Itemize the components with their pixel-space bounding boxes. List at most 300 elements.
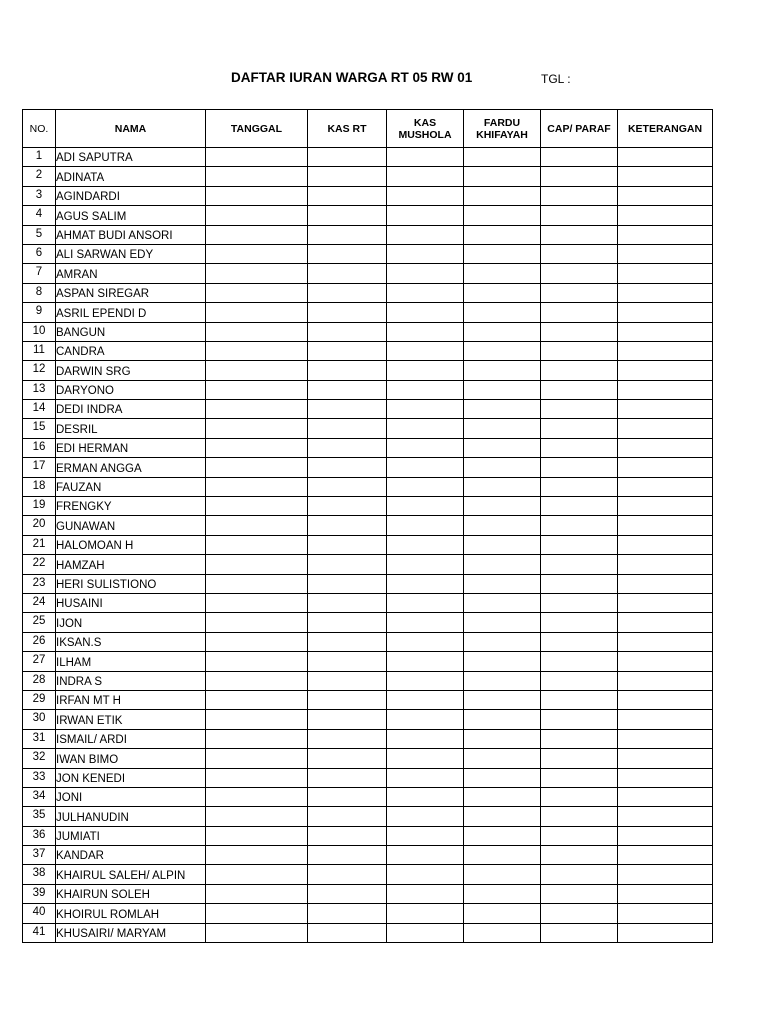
fardu-khifayah-cell bbox=[464, 729, 541, 748]
keterangan-cell bbox=[618, 574, 713, 593]
keterangan-cell bbox=[618, 497, 713, 516]
row-number: 19 bbox=[23, 497, 56, 516]
keterangan-cell bbox=[618, 846, 713, 865]
table-row bbox=[23, 574, 713, 593]
member-name: BANGUN bbox=[56, 322, 206, 341]
fardu-khifayah-cell bbox=[464, 283, 541, 302]
row-number: 22 bbox=[23, 555, 56, 574]
tanggal-cell bbox=[206, 768, 308, 787]
kas-mushola-cell bbox=[387, 690, 464, 709]
kas-mushola-cell bbox=[387, 807, 464, 826]
kas-mushola-cell bbox=[387, 787, 464, 806]
table-row bbox=[23, 341, 713, 360]
cap-paraf-cell bbox=[541, 244, 618, 263]
member-name: FAUZAN bbox=[56, 477, 206, 496]
fardu-khifayah-cell bbox=[464, 225, 541, 244]
header-tanggal: TANGGAL bbox=[206, 110, 308, 148]
table-row bbox=[23, 710, 713, 729]
kas-rt-cell bbox=[308, 225, 387, 244]
row-number: 10 bbox=[23, 322, 56, 341]
kas-rt-cell bbox=[308, 826, 387, 845]
kas-mushola-cell bbox=[387, 148, 464, 167]
table-row bbox=[23, 613, 713, 632]
row-number: 26 bbox=[23, 632, 56, 651]
table-row bbox=[23, 768, 713, 787]
table-row bbox=[23, 186, 713, 205]
member-name: JONI bbox=[56, 787, 206, 806]
row-number: 11 bbox=[23, 341, 56, 360]
row-number: 7 bbox=[23, 264, 56, 283]
keterangan-cell bbox=[618, 768, 713, 787]
kas-rt-cell bbox=[308, 380, 387, 399]
table-row bbox=[23, 206, 713, 225]
cap-paraf-cell bbox=[541, 380, 618, 399]
member-name: KHAIRUL SALEH/ ALPIN bbox=[56, 865, 206, 884]
fardu-khifayah-cell bbox=[464, 264, 541, 283]
kas-mushola-cell bbox=[387, 477, 464, 496]
kas-rt-cell bbox=[308, 167, 387, 186]
member-name: HALOMOAN H bbox=[56, 535, 206, 554]
header-fardu-line1: FARDU bbox=[483, 116, 521, 129]
tanggal-cell bbox=[206, 497, 308, 516]
table-row bbox=[23, 303, 713, 322]
table-row bbox=[23, 904, 713, 923]
header-no: NO. bbox=[23, 110, 56, 148]
kas-rt-cell bbox=[308, 497, 387, 516]
tanggal-cell bbox=[206, 225, 308, 244]
header-row bbox=[23, 110, 713, 148]
table-row bbox=[23, 535, 713, 554]
kas-mushola-cell bbox=[387, 303, 464, 322]
member-name: INDRA S bbox=[56, 671, 206, 690]
fardu-khifayah-cell bbox=[464, 574, 541, 593]
tanggal-cell bbox=[206, 535, 308, 554]
table-row bbox=[23, 690, 713, 709]
cap-paraf-cell bbox=[541, 206, 618, 225]
fardu-khifayah-cell bbox=[464, 400, 541, 419]
cap-paraf-cell bbox=[541, 710, 618, 729]
cap-paraf-cell bbox=[541, 400, 618, 419]
fardu-khifayah-cell bbox=[464, 206, 541, 225]
kas-mushola-cell bbox=[387, 865, 464, 884]
row-number: 4 bbox=[23, 206, 56, 225]
table-row bbox=[23, 787, 713, 806]
kas-mushola-cell bbox=[387, 283, 464, 302]
fardu-khifayah-cell bbox=[464, 477, 541, 496]
member-name: ASRIL EPENDI D bbox=[56, 303, 206, 322]
dues-table bbox=[22, 109, 713, 943]
tanggal-cell bbox=[206, 729, 308, 748]
kas-mushola-cell bbox=[387, 710, 464, 729]
cap-paraf-cell bbox=[541, 787, 618, 806]
member-name: ALI SARWAN EDY bbox=[56, 244, 206, 263]
table-row bbox=[23, 846, 713, 865]
kas-rt-cell bbox=[308, 749, 387, 768]
row-number: 6 bbox=[23, 244, 56, 263]
kas-rt-cell bbox=[308, 884, 387, 903]
kas-mushola-cell bbox=[387, 264, 464, 283]
row-number: 38 bbox=[23, 865, 56, 884]
fardu-khifayah-cell bbox=[464, 438, 541, 457]
row-number: 17 bbox=[23, 458, 56, 477]
keterangan-cell bbox=[618, 167, 713, 186]
row-number: 12 bbox=[23, 361, 56, 380]
kas-rt-cell bbox=[308, 516, 387, 535]
fardu-khifayah-cell bbox=[464, 613, 541, 632]
table-row bbox=[23, 826, 713, 845]
table-row bbox=[23, 148, 713, 167]
fardu-khifayah-cell bbox=[464, 148, 541, 167]
keterangan-cell bbox=[618, 690, 713, 709]
fardu-khifayah-cell bbox=[464, 768, 541, 787]
row-number: 41 bbox=[23, 923, 56, 942]
kas-rt-cell bbox=[308, 303, 387, 322]
member-name: CANDRA bbox=[56, 341, 206, 360]
tanggal-cell bbox=[206, 244, 308, 263]
table-row bbox=[23, 516, 713, 535]
kas-rt-cell bbox=[308, 400, 387, 419]
member-name: FRENGKY bbox=[56, 497, 206, 516]
kas-rt-cell bbox=[308, 613, 387, 632]
fardu-khifayah-cell bbox=[464, 497, 541, 516]
fardu-khifayah-cell bbox=[464, 361, 541, 380]
kas-mushola-cell bbox=[387, 497, 464, 516]
table-row bbox=[23, 749, 713, 768]
tanggal-cell bbox=[206, 516, 308, 535]
row-number: 3 bbox=[23, 186, 56, 205]
kas-rt-cell bbox=[308, 729, 387, 748]
keterangan-cell bbox=[618, 671, 713, 690]
row-number: 21 bbox=[23, 535, 56, 554]
kas-rt-cell bbox=[308, 419, 387, 438]
tanggal-cell bbox=[206, 632, 308, 651]
kas-rt-cell bbox=[308, 768, 387, 787]
row-number: 2 bbox=[23, 167, 56, 186]
tanggal-cell bbox=[206, 303, 308, 322]
tanggal-cell bbox=[206, 613, 308, 632]
kas-rt-cell bbox=[308, 593, 387, 612]
member-name: DESRIL bbox=[56, 419, 206, 438]
row-number: 35 bbox=[23, 807, 56, 826]
member-name: GUNAWAN bbox=[56, 516, 206, 535]
kas-rt-cell bbox=[308, 787, 387, 806]
row-number: 8 bbox=[23, 283, 56, 302]
member-name: AGINDARDI bbox=[56, 186, 206, 205]
member-name: HUSAINI bbox=[56, 593, 206, 612]
table-row bbox=[23, 807, 713, 826]
date-label: TGL : bbox=[541, 72, 571, 86]
tanggal-cell bbox=[206, 477, 308, 496]
kas-rt-cell bbox=[308, 148, 387, 167]
cap-paraf-cell bbox=[541, 497, 618, 516]
cap-paraf-cell bbox=[541, 904, 618, 923]
tanggal-cell bbox=[206, 846, 308, 865]
keterangan-cell bbox=[618, 361, 713, 380]
fardu-khifayah-cell bbox=[464, 923, 541, 942]
kas-mushola-cell bbox=[387, 884, 464, 903]
member-name: IWAN BIMO bbox=[56, 749, 206, 768]
tanggal-cell bbox=[206, 749, 308, 768]
kas-rt-cell bbox=[308, 458, 387, 477]
fardu-khifayah-cell bbox=[464, 807, 541, 826]
kas-mushola-cell bbox=[387, 904, 464, 923]
keterangan-cell bbox=[618, 807, 713, 826]
cap-paraf-cell bbox=[541, 225, 618, 244]
keterangan-cell bbox=[618, 826, 713, 845]
tanggal-cell bbox=[206, 671, 308, 690]
row-number: 28 bbox=[23, 671, 56, 690]
member-name: IKSAN.S bbox=[56, 632, 206, 651]
kas-rt-cell bbox=[308, 632, 387, 651]
table-row bbox=[23, 361, 713, 380]
keterangan-cell bbox=[618, 380, 713, 399]
header-kas-mushola-line2: MUSHOLA bbox=[398, 128, 452, 141]
table-row bbox=[23, 244, 713, 263]
row-number: 29 bbox=[23, 690, 56, 709]
fardu-khifayah-cell bbox=[464, 167, 541, 186]
keterangan-cell bbox=[618, 710, 713, 729]
table-row bbox=[23, 729, 713, 748]
tanggal-cell bbox=[206, 167, 308, 186]
row-number: 36 bbox=[23, 826, 56, 845]
table-row bbox=[23, 167, 713, 186]
keterangan-cell bbox=[618, 652, 713, 671]
keterangan-cell bbox=[618, 283, 713, 302]
tanggal-cell bbox=[206, 458, 308, 477]
tanggal-cell bbox=[206, 710, 308, 729]
tanggal-cell bbox=[206, 380, 308, 399]
member-name: ADINATA bbox=[56, 167, 206, 186]
kas-mushola-cell bbox=[387, 768, 464, 787]
fardu-khifayah-cell bbox=[464, 787, 541, 806]
cap-paraf-cell bbox=[541, 729, 618, 748]
table-row bbox=[23, 438, 713, 457]
cap-paraf-cell bbox=[541, 671, 618, 690]
fardu-khifayah-cell bbox=[464, 244, 541, 263]
row-number: 33 bbox=[23, 768, 56, 787]
row-number: 32 bbox=[23, 749, 56, 768]
kas-rt-cell bbox=[308, 322, 387, 341]
fardu-khifayah-cell bbox=[464, 322, 541, 341]
member-name: DARYONO bbox=[56, 380, 206, 399]
fardu-khifayah-cell bbox=[464, 535, 541, 554]
fardu-khifayah-cell bbox=[464, 593, 541, 612]
cap-paraf-cell bbox=[541, 613, 618, 632]
kas-rt-cell bbox=[308, 710, 387, 729]
table-row bbox=[23, 671, 713, 690]
keterangan-cell bbox=[618, 749, 713, 768]
member-name: ADI SAPUTRA bbox=[56, 148, 206, 167]
kas-rt-cell bbox=[308, 206, 387, 225]
kas-mushola-cell bbox=[387, 361, 464, 380]
row-number: 20 bbox=[23, 516, 56, 535]
member-name: IJON bbox=[56, 613, 206, 632]
member-name: ERMAN ANGGA bbox=[56, 458, 206, 477]
member-name: HAMZAH bbox=[56, 555, 206, 574]
fardu-khifayah-cell bbox=[464, 710, 541, 729]
member-name: JON KENEDI bbox=[56, 768, 206, 787]
kas-rt-cell bbox=[308, 264, 387, 283]
kas-mushola-cell bbox=[387, 458, 464, 477]
kas-mushola-cell bbox=[387, 225, 464, 244]
keterangan-cell bbox=[618, 729, 713, 748]
keterangan-cell bbox=[618, 438, 713, 457]
kas-mushola-cell bbox=[387, 555, 464, 574]
kas-mushola-cell bbox=[387, 516, 464, 535]
kas-rt-cell bbox=[308, 574, 387, 593]
keterangan-cell bbox=[618, 477, 713, 496]
fardu-khifayah-cell bbox=[464, 865, 541, 884]
header-kas-mushola bbox=[387, 110, 464, 148]
kas-mushola-cell bbox=[387, 632, 464, 651]
tanggal-cell bbox=[206, 884, 308, 903]
kas-mushola-cell bbox=[387, 574, 464, 593]
member-name: KHAIRUN SOLEH bbox=[56, 884, 206, 903]
keterangan-cell bbox=[618, 400, 713, 419]
kas-mushola-cell bbox=[387, 593, 464, 612]
table-row bbox=[23, 400, 713, 419]
cap-paraf-cell bbox=[541, 283, 618, 302]
fardu-khifayah-cell bbox=[464, 186, 541, 205]
row-number: 31 bbox=[23, 729, 56, 748]
fardu-khifayah-cell bbox=[464, 341, 541, 360]
tanggal-cell bbox=[206, 341, 308, 360]
table-row bbox=[23, 264, 713, 283]
cap-paraf-cell bbox=[541, 167, 618, 186]
kas-rt-cell bbox=[308, 477, 387, 496]
row-number: 27 bbox=[23, 652, 56, 671]
member-name: AMRAN bbox=[56, 264, 206, 283]
kas-mushola-cell bbox=[387, 729, 464, 748]
tanggal-cell bbox=[206, 826, 308, 845]
member-name: IRWAN ETIK bbox=[56, 710, 206, 729]
kas-rt-cell bbox=[308, 865, 387, 884]
cap-paraf-cell bbox=[541, 303, 618, 322]
kas-mushola-cell bbox=[387, 322, 464, 341]
cap-paraf-cell bbox=[541, 477, 618, 496]
cap-paraf-cell bbox=[541, 458, 618, 477]
kas-rt-cell bbox=[308, 341, 387, 360]
fardu-khifayah-cell bbox=[464, 632, 541, 651]
kas-mushola-cell bbox=[387, 341, 464, 360]
fardu-khifayah-cell bbox=[464, 419, 541, 438]
fardu-khifayah-cell bbox=[464, 826, 541, 845]
table-row bbox=[23, 380, 713, 399]
cap-paraf-cell bbox=[541, 438, 618, 457]
kas-rt-cell bbox=[308, 555, 387, 574]
table-row bbox=[23, 322, 713, 341]
keterangan-cell bbox=[618, 593, 713, 612]
kas-rt-cell bbox=[308, 652, 387, 671]
tanggal-cell bbox=[206, 206, 308, 225]
fardu-khifayah-cell bbox=[464, 516, 541, 535]
cap-paraf-cell bbox=[541, 923, 618, 942]
row-number: 25 bbox=[23, 613, 56, 632]
fardu-khifayah-cell bbox=[464, 884, 541, 903]
kas-mushola-cell bbox=[387, 186, 464, 205]
keterangan-cell bbox=[618, 264, 713, 283]
fardu-khifayah-cell bbox=[464, 458, 541, 477]
cap-paraf-cell bbox=[541, 807, 618, 826]
kas-mushola-cell bbox=[387, 438, 464, 457]
tanggal-cell bbox=[206, 807, 308, 826]
fardu-khifayah-cell bbox=[464, 904, 541, 923]
tanggal-cell bbox=[206, 148, 308, 167]
table-row bbox=[23, 497, 713, 516]
tanggal-cell bbox=[206, 923, 308, 942]
tanggal-cell bbox=[206, 574, 308, 593]
keterangan-cell bbox=[618, 613, 713, 632]
member-name: AGUS SALIM bbox=[56, 206, 206, 225]
table-row bbox=[23, 632, 713, 651]
keterangan-cell bbox=[618, 904, 713, 923]
cap-paraf-cell bbox=[541, 341, 618, 360]
kas-mushola-cell bbox=[387, 846, 464, 865]
table-row bbox=[23, 458, 713, 477]
member-name: ISMAIL/ ARDI bbox=[56, 729, 206, 748]
member-name: KHUSAIRI/ MARYAM bbox=[56, 923, 206, 942]
cap-paraf-cell bbox=[541, 148, 618, 167]
kas-mushola-cell bbox=[387, 206, 464, 225]
tanggal-cell bbox=[206, 283, 308, 302]
cap-paraf-cell bbox=[541, 846, 618, 865]
kas-rt-cell bbox=[308, 283, 387, 302]
row-number: 13 bbox=[23, 380, 56, 399]
keterangan-cell bbox=[618, 923, 713, 942]
keterangan-cell bbox=[618, 206, 713, 225]
header-nama: NAMA bbox=[56, 110, 206, 148]
kas-mushola-cell bbox=[387, 535, 464, 554]
table-row bbox=[23, 652, 713, 671]
keterangan-cell bbox=[618, 303, 713, 322]
row-number: 30 bbox=[23, 710, 56, 729]
member-name: IRFAN MT H bbox=[56, 690, 206, 709]
table-row bbox=[23, 865, 713, 884]
member-name: JUMIATI bbox=[56, 826, 206, 845]
keterangan-cell bbox=[618, 186, 713, 205]
keterangan-cell bbox=[618, 787, 713, 806]
member-name: ASPAN SIREGAR bbox=[56, 283, 206, 302]
kas-mushola-cell bbox=[387, 167, 464, 186]
tanggal-cell bbox=[206, 400, 308, 419]
row-number: 18 bbox=[23, 477, 56, 496]
kas-rt-cell bbox=[308, 438, 387, 457]
row-number: 5 bbox=[23, 225, 56, 244]
row-number: 1 bbox=[23, 148, 56, 167]
row-number: 40 bbox=[23, 904, 56, 923]
row-number: 24 bbox=[23, 593, 56, 612]
tanggal-cell bbox=[206, 593, 308, 612]
cap-paraf-cell bbox=[541, 632, 618, 651]
member-name: HERI SULISTIONO bbox=[56, 574, 206, 593]
kas-rt-cell bbox=[308, 846, 387, 865]
kas-mushola-cell bbox=[387, 419, 464, 438]
row-number: 9 bbox=[23, 303, 56, 322]
row-number: 37 bbox=[23, 846, 56, 865]
table-row bbox=[23, 884, 713, 903]
keterangan-cell bbox=[618, 225, 713, 244]
cap-paraf-cell bbox=[541, 322, 618, 341]
keterangan-cell bbox=[618, 535, 713, 554]
cap-paraf-cell bbox=[541, 186, 618, 205]
table-row bbox=[23, 419, 713, 438]
keterangan-cell bbox=[618, 865, 713, 884]
member-name: JULHANUDIN bbox=[56, 807, 206, 826]
table-row bbox=[23, 555, 713, 574]
row-number: 34 bbox=[23, 787, 56, 806]
tanggal-cell bbox=[206, 690, 308, 709]
tanggal-cell bbox=[206, 322, 308, 341]
